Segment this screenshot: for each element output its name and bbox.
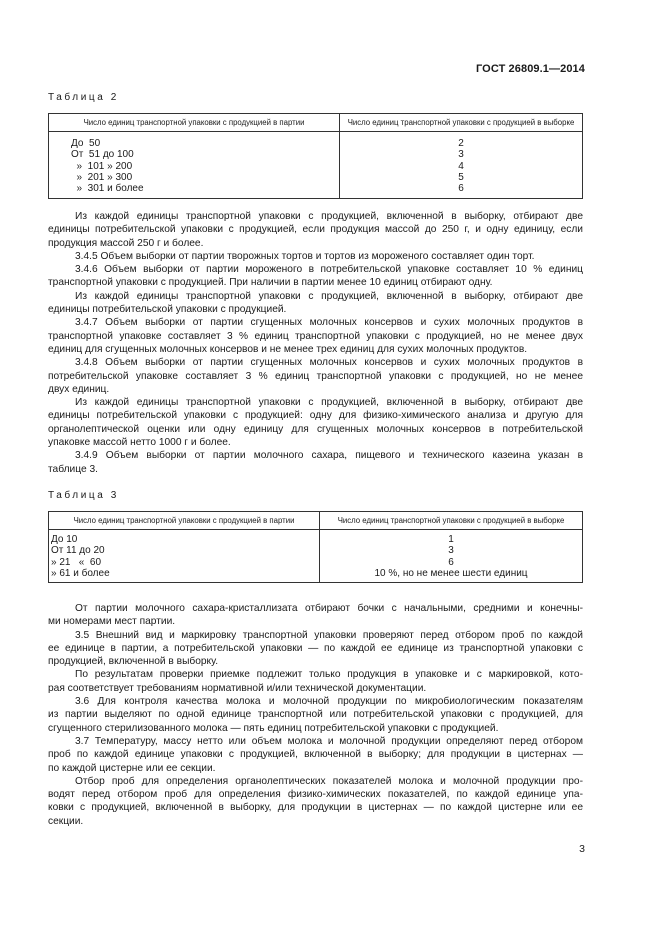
paragraph-line: секции. — [48, 815, 84, 827]
table-2-caption: Таблица 2 — [48, 92, 119, 103]
table-2-sample-column — [340, 132, 583, 199]
paragraph-line: ковки с продукцией, включенной в выборку, для продукции в цистернах — по каждой цистерне или ее — [48, 802, 583, 814]
paragraph-line: Из каждой единицы транспортной упаковки с продукцией, включенной в выборку, отбирают две — [75, 211, 583, 222]
table-cell-lot: До 10 — [51, 534, 78, 545]
paragraph-line: упаковке массой нетто 1000 г и более. — [48, 437, 231, 449]
paragraph-line: От партии молочного сахара-кристаллизата отбирают бочки с начальными, средними и конечны- — [75, 603, 583, 614]
table-cell-lot: » 21 « 60 — [51, 556, 102, 568]
paragraph-line: потребительской упаковке составляет 3 % единиц транспортной упаковки с продукцией, но не менее — [48, 370, 583, 382]
table-cell-lot: » 201 » 300 — [71, 171, 133, 183]
paragraph-line: двух единиц. — [48, 383, 110, 395]
paragraph-line: водят перед отбором проб для определения физико-химических показателей, по каждой единице упа- — [48, 789, 583, 801]
paragraph-line: ми номерами мест партии. — [48, 616, 176, 628]
paragraph-line: 3.4.7 Объем выборки от партии сгущенных молочных консервов и сухих молочных продуктов в — [75, 317, 583, 329]
paragraph-line: Из каждой единицы транспортной упаковки с продукцией, включенной в выборку, отбирают две — [75, 290, 583, 302]
paragraph-line: 3.4.9 Объем выборки от партии молочного сахара, пищевого и технического казеина указан в — [75, 450, 583, 462]
paragraph-line: таблице 3. — [48, 463, 98, 475]
paragraph-line: транспортной упаковке составляет 3 % единиц транспортной упаковки с продукцией, но не менее двух — [48, 330, 583, 342]
table-cell-sample: 4 — [458, 160, 464, 172]
table-3-header-sample: Число единиц транспортной упаковки с продукцией в выборке — [320, 512, 583, 530]
paragraph-line: 3.4.8 Объем выборки от партии сгущенных молочных консервов и сухих молочных продуктов в — [75, 357, 583, 369]
paragraph-line: Отбор проб для определения органолептических показателей молока и молочной продукции про- — [75, 775, 583, 787]
paragraph-line: единицы потребительской упаковки с продукцией. — [48, 304, 287, 316]
table-cell-lot: До 50 — [71, 138, 101, 149]
page-number: 3 — [579, 843, 585, 855]
paragraph-line: ее единице в партии, а потребительской упаковки — по каждой ее единице из транспортной упаковки с — [48, 642, 583, 654]
paragraph-line: проб по каждой единице упаковки с продукцией, включенной в выборку; для продукции в цистернах — — [48, 749, 583, 761]
table-3-header-lot: Число единиц транспортной упаковки с продукцией в партии — [49, 512, 320, 530]
paragraph-line: Из каждой единицы транспортной упаковки с продукцией, включенной в выборку, отбирают две — [75, 397, 583, 409]
paragraph-line: сгущенного стерилизованного молока — пять единиц потребительской упаковки с продукцией. — [48, 722, 499, 734]
table-2-header-sample: Число единиц транспортной упаковки с продукцией в выборке — [340, 114, 583, 132]
paragraph-line: По результатам проверки приемке подлежит только продукция в упаковке и с маркировкой, кото- — [75, 669, 583, 681]
paragraph-line: единицы потребительской упаковки с продукцией: одну для физико-химического анализа и другую для — [48, 410, 583, 422]
table-cell-lot: » 301 и более — [71, 183, 144, 195]
paragraph-line: транспортной упаковки с продукцией. При наличии в партии менее 10 единиц отбирают одну. — [48, 277, 493, 289]
paragraph-line: 3.6 Для контроля качества молока и молочной продукции по микробиологическим показателям — [75, 696, 583, 708]
paragraph-line: 3.5 Внешний вид и маркировку транспортной упаковки проверяют перед отбором проб по каждой — [75, 629, 583, 641]
table-2-header-lot: Число единиц транспортной упаковки с продукцией в партии — [49, 114, 340, 132]
table-cell-sample: 10 %, но не менее шести единиц — [374, 567, 528, 579]
text-block-2 — [48, 602, 583, 828]
paragraph-line: из партии выделяют по одной единице транспортной или потребительской упаковки с продукцией, для — [48, 709, 583, 721]
paragraph-line: по каждой цистерне или ее секции. — [48, 762, 216, 774]
paragraph-line: продукция массой 250 г и более. — [48, 237, 204, 249]
paragraph-line: 3.4.6 Объем выборки от партии мороженого в потребительской упаковке составляет 10 % единиц — [75, 264, 583, 276]
table-cell-lot: » 101 » 200 — [71, 160, 133, 172]
paragraph-line: рая соответствует требованиям нормативной и/или технической документации. — [48, 682, 427, 694]
table-2 — [48, 113, 583, 199]
paragraph-line: органолептической оценки или одну единицу для сгущенных молочных консервов в потребительской — [48, 423, 583, 435]
table-cell-lot: » 61 и более — [51, 567, 110, 579]
table-cell-lot: От 11 до 20 — [51, 545, 105, 557]
text-block-1 — [48, 210, 583, 476]
paragraph-line: единицы потребительской упаковки с продукцией, если продукция массой до 250 г, и одну единицу, если — [48, 224, 583, 236]
paragraph-line: 3.4.5 Объем выборки от партии творожных тортов и тортов из мороженого составляет один торт. — [75, 250, 535, 262]
table-3-caption: Таблица 3 — [48, 490, 119, 501]
table-3-lot-column — [49, 530, 320, 583]
paragraph-line: 3.7 Температуру, массу нетто или объем молока и молочной продукции определяют перед отбором — [75, 735, 583, 747]
table-cell-sample: 1 — [448, 534, 454, 545]
table-cell-sample: 6 — [448, 556, 454, 568]
table-cell-sample: 3 — [458, 149, 464, 161]
table-3 — [48, 511, 583, 583]
table-3-sample-column — [320, 530, 583, 583]
table-cell-sample: 3 — [448, 545, 454, 557]
paragraph-line: единиц для сгущенных молочных консервов и не менее трех единиц для сухих молочных продуктов. — [48, 343, 528, 355]
paragraph-line: продукцией, включенной в выборку. — [48, 656, 219, 668]
table-cell-lot: От 51 до 100 — [71, 149, 134, 161]
table-cell-sample: 5 — [458, 171, 464, 183]
standard-number: ГОСТ 26809.1—2014 — [475, 63, 585, 75]
table-cell-sample: 2 — [458, 138, 464, 149]
table-cell-sample: 6 — [458, 183, 464, 195]
table-2-lot-column — [49, 132, 340, 199]
